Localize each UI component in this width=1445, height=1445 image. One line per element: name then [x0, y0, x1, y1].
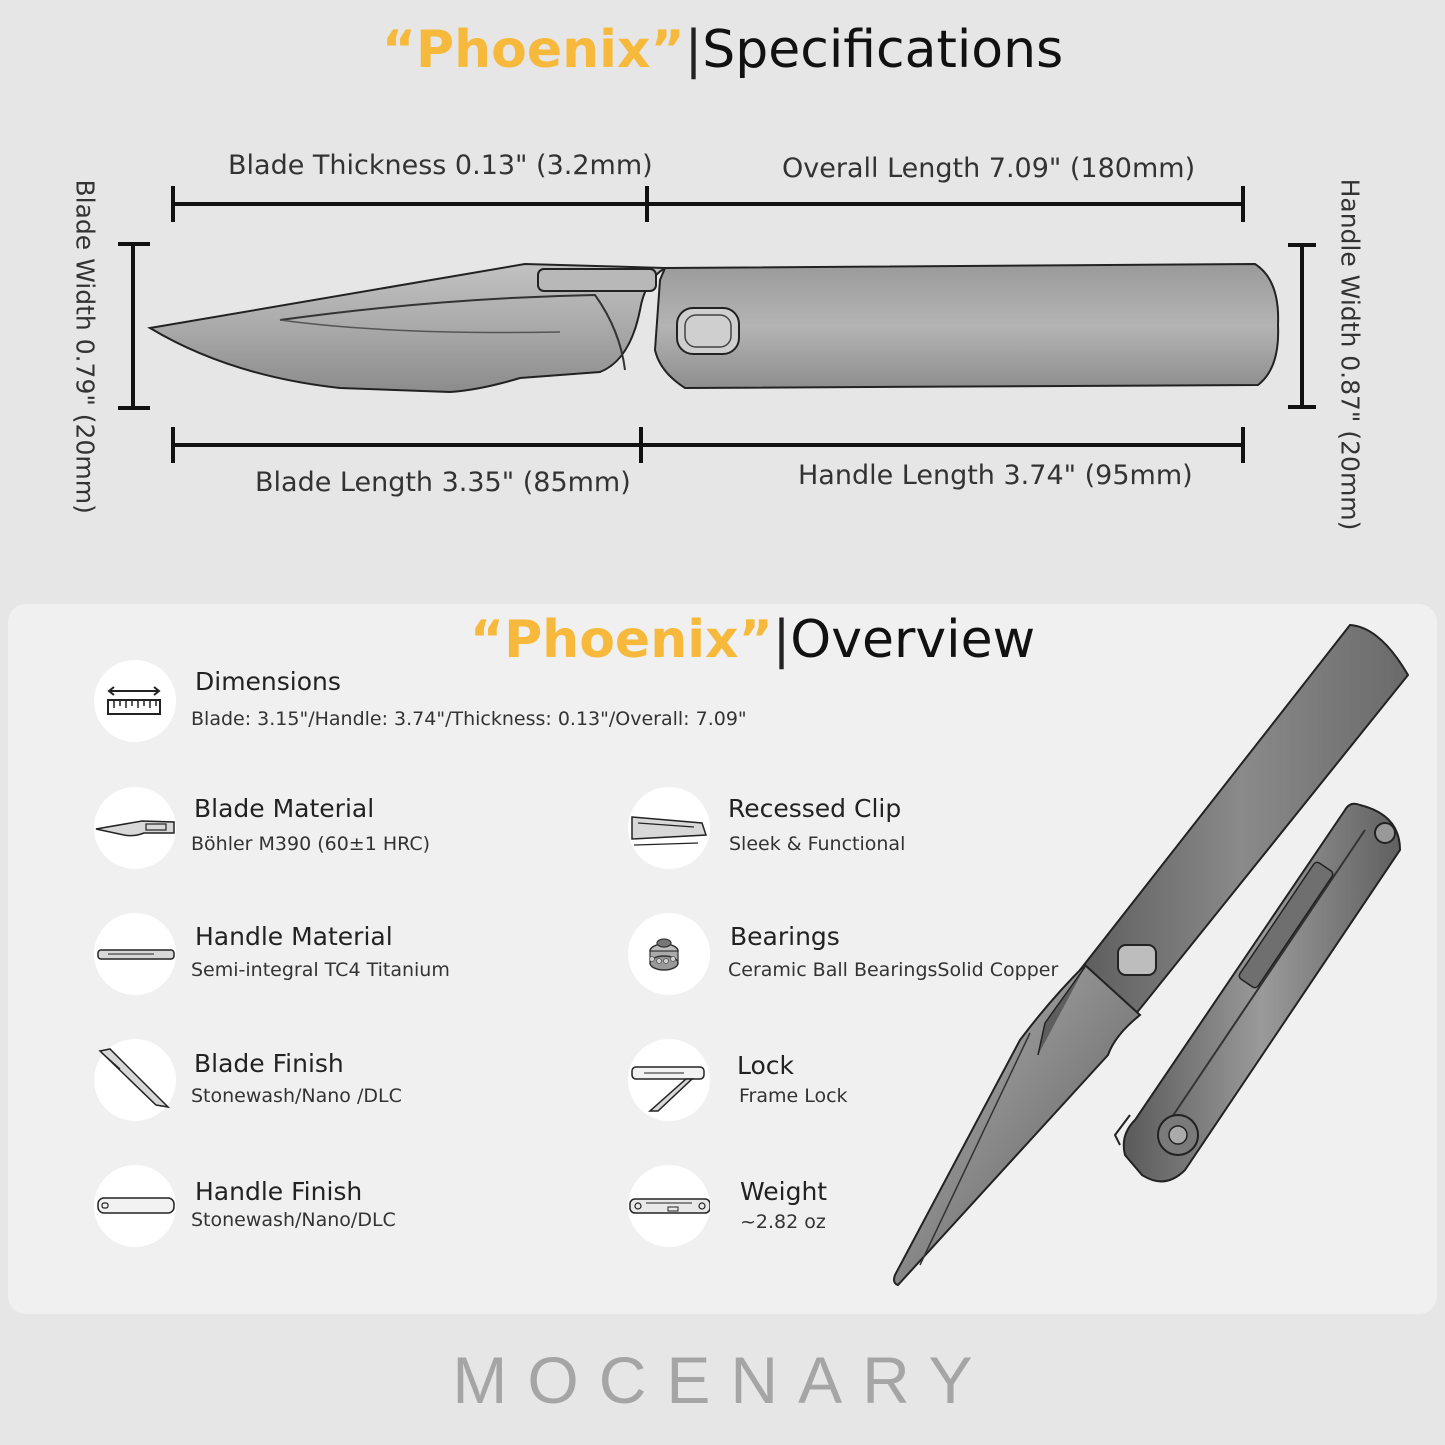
feature-title: Bearings [730, 922, 840, 951]
feature-title: Recessed Clip [728, 794, 902, 823]
feature-title: Lock [737, 1051, 795, 1080]
top-dimension-line [172, 202, 1245, 206]
bottom-dimension-tick [171, 427, 175, 463]
feature-title: Blade Finish [194, 1049, 344, 1078]
lock-icon [628, 1039, 710, 1121]
feature-description: Ceramic Ball BearingsSolid Copper [728, 959, 1059, 981]
feature-description: Stonewash/Nano /DLC [191, 1085, 402, 1107]
blade-icon [94, 787, 176, 869]
blade-width-tick [118, 242, 150, 246]
overall-length-label: Overall Length 7.09" (180mm) [782, 153, 1196, 184]
blade-finish-icon [94, 1039, 176, 1121]
handle-width-line [1300, 244, 1304, 408]
top-dimension-tick [171, 186, 175, 222]
feature-title: Handle Material [195, 922, 393, 951]
blade-width-label: Blade Width 0.79" (20mm) [70, 179, 100, 514]
weight-icon [628, 1165, 710, 1247]
top-dimension-tick [645, 186, 649, 222]
handle-width-label: Handle Width 0.87" (20mm) [1335, 178, 1365, 531]
knife-profile-image [140, 250, 1290, 410]
blade-length-label: Blade Length 3.35" (85mm) [255, 467, 631, 498]
bottom-dimension-tick [1241, 427, 1245, 463]
feature-description: Sleek & Functional [729, 833, 906, 855]
overview-title-separator: | [772, 610, 791, 670]
handle-width-tick [1288, 405, 1316, 409]
handle-width-tick [1288, 243, 1316, 247]
specs-title-name: “Phoenix” [381, 20, 685, 80]
bottom-dimension-line [172, 443, 1245, 447]
feature-description: Blade: 3.15"/Handle: 3.74"/Thickness: 0.13"/Overall: 7.09" [191, 708, 747, 730]
bottom-dimension-tick [639, 427, 643, 463]
specs-title [0, 20, 1445, 80]
overview-title-name: “Phoenix” [469, 610, 773, 670]
feature-description: ~2.82 oz [740, 1211, 826, 1233]
specs-title-text: Specifications [702, 20, 1064, 80]
feature-description: Stonewash/Nano/DLC [191, 1209, 396, 1231]
feature-title: Handle Finish [195, 1177, 363, 1206]
blade-thickness-label: Blade Thickness 0.13" (3.2mm) [228, 150, 653, 181]
handle-length-label: Handle Length 3.74" (95mm) [798, 460, 1193, 491]
bearing-icon [628, 913, 710, 995]
feature-title: Weight [740, 1177, 828, 1206]
overview-title-text: Overview [790, 610, 1036, 670]
feature-description: Frame Lock [739, 1085, 848, 1107]
top-dimension-tick [1241, 186, 1245, 222]
feature-title: Blade Material [194, 794, 375, 823]
handle-icon [94, 913, 176, 995]
blade-width-line [131, 243, 135, 409]
handle-finish-icon [94, 1165, 176, 1247]
feature-title: Dimensions [195, 667, 341, 696]
knife-product-image [880, 615, 1420, 1295]
clip-icon [628, 787, 710, 869]
brand-logo: MOCENARY [452, 1343, 993, 1417]
specs-title-separator: | [684, 20, 703, 80]
ruler-icon [94, 660, 176, 742]
feature-description: Semi-integral TC4 Titanium [191, 959, 450, 981]
feature-description: Böhler M390 (60±1 HRC) [191, 833, 431, 855]
